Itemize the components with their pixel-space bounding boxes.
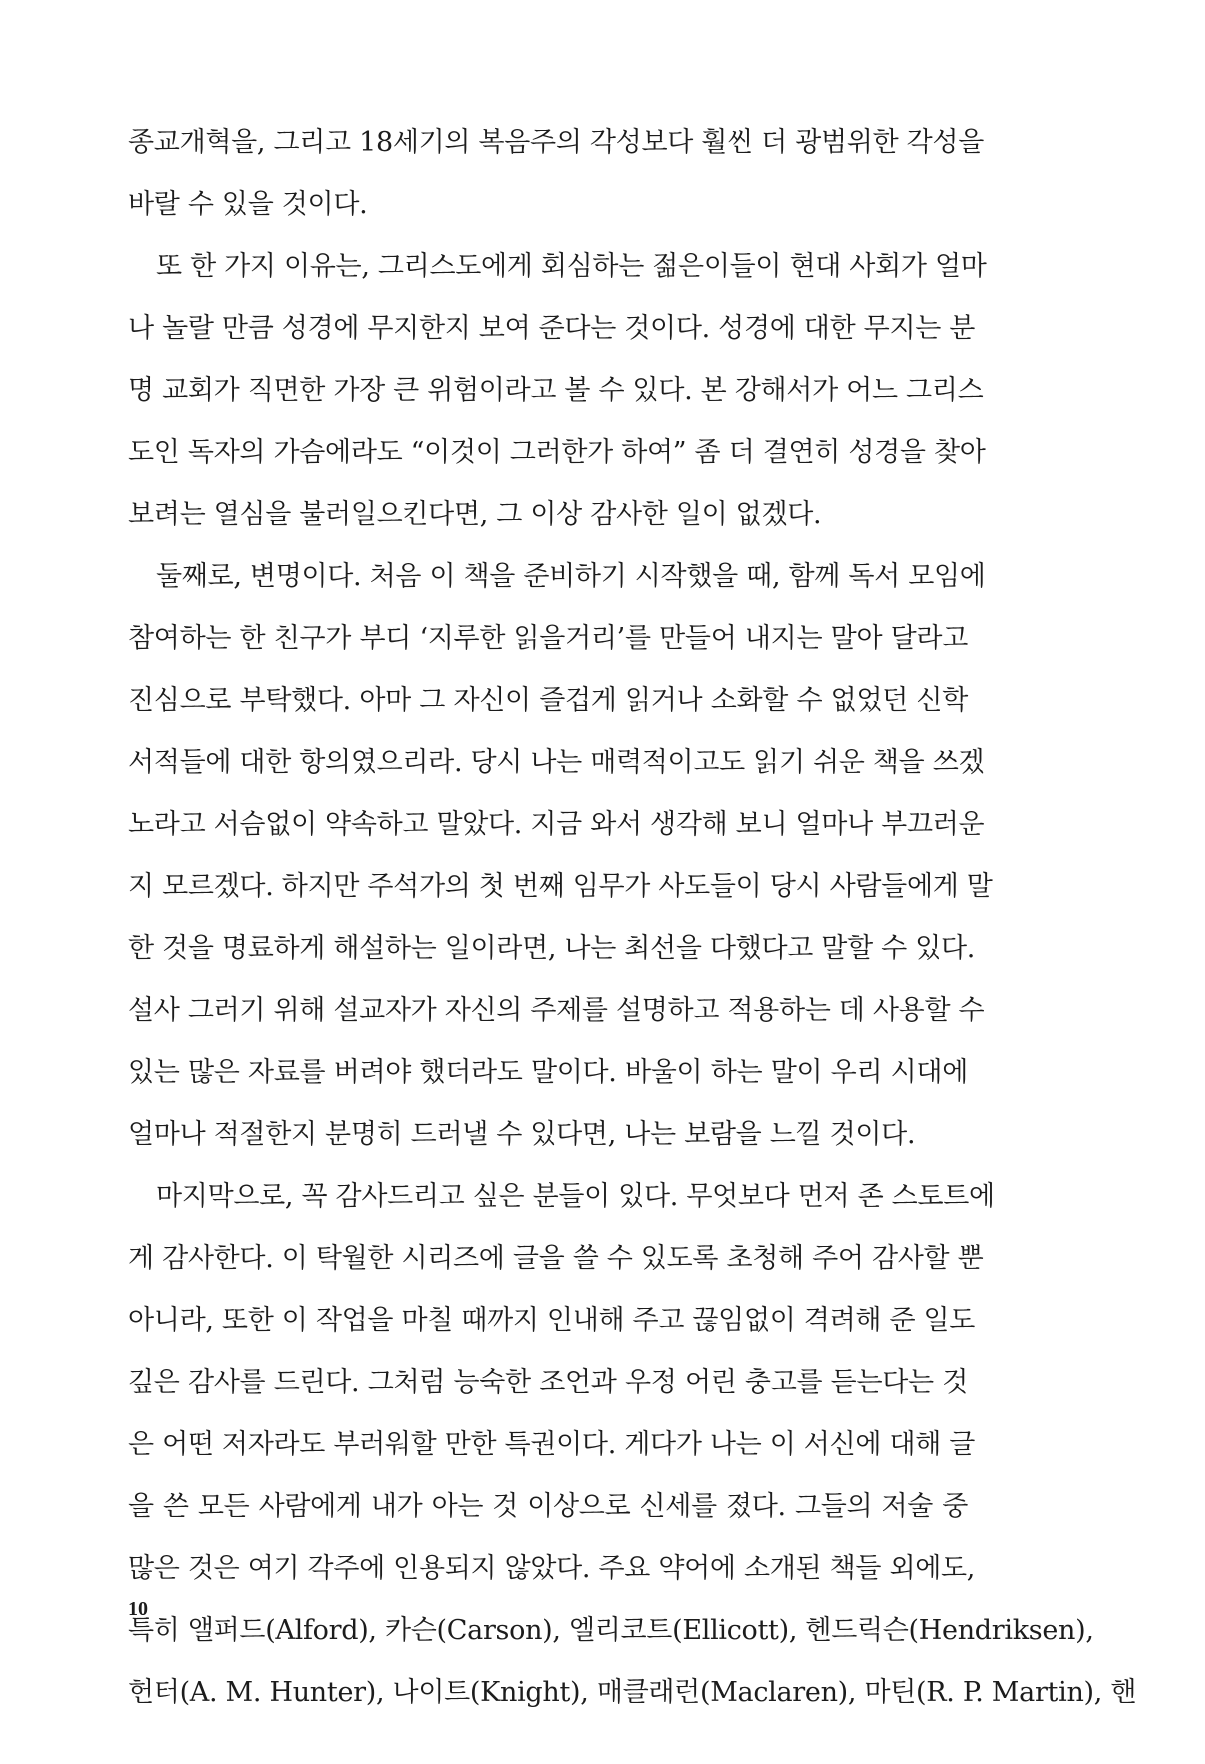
text-line: 노라고 서슴없이 약속하고 말았다. 지금 와서 생각해 보니 얼마나 부끄러운 xyxy=(128,809,985,840)
paragraph-continued xyxy=(128,112,984,236)
text-line: 지 모르겠다. 하지만 주석가의 첫 번째 임무가 사도들이 당시 사람들에게 말 xyxy=(128,871,993,902)
text-line: 보려는 열심을 불러일으킨다면, 그 이상 감사한 일이 없겠다. xyxy=(128,499,822,530)
text-line: 설사 그러기 위해 설교자가 자신의 주제를 설명하고 적용하는 데 사용할 수 xyxy=(128,995,985,1026)
paragraph-reason xyxy=(128,236,987,546)
text-line: 나 놀랄 만큼 성경에 무지한지 보여 준다는 것이다. 성경에 대한 무지는 분 xyxy=(128,313,976,344)
body-text xyxy=(128,112,1137,1724)
text-line: 아니라, 또한 이 작업을 마칠 때까지 인내해 주고 끊임없이 격려해 준 일도 xyxy=(128,1305,976,1336)
text-line: 둘째로, 변명이다. 처음 이 책을 준비하기 시작했을 때, 함께 독서 모임에 xyxy=(156,561,986,592)
text-line: 깊은 감사를 드린다. 그처럼 능숙한 조언과 우정 어린 충고를 듣는다는 것 xyxy=(128,1367,968,1398)
text-line: 있는 많은 자료를 버려야 했더라도 말이다. 바울이 하는 말이 우리 시대에 xyxy=(128,1057,968,1088)
text-line: 특히 앨퍼드(Alford), 카슨(Carson), 엘리코트(Ellicott), 헨드릭슨(Hendriksen), xyxy=(128,1615,1094,1646)
text-line: 많은 것은 여기 각주에 인용되지 않았다. 주요 약어에 소개된 책들 외에도, xyxy=(128,1553,976,1584)
text-line: 헌터(A. M. Hunter), 나이트(Knight), 매클래런(Maclaren), 마틴(R. P. Martin), 핸 xyxy=(128,1677,1137,1708)
text-line: 바랄 수 있을 것이다. xyxy=(128,189,368,220)
text-line: 은 어떤 저자라도 부러워할 만한 특권이다. 게다가 나는 이 서신에 대해 글 xyxy=(128,1429,976,1460)
paragraph-apology xyxy=(128,546,993,1166)
text-line: 얼마나 적절한지 분명히 드러낼 수 있다면, 나는 보람을 느낄 것이다. xyxy=(128,1119,916,1150)
text-line: 마지막으로, 꼭 감사드리고 싶은 분들이 있다. 무엇보다 먼저 존 스토트에 xyxy=(156,1181,995,1212)
text-line: 진심으로 부탁했다. 아마 그 자신이 즐겁게 읽거나 소화할 수 없었던 신학 xyxy=(128,685,968,716)
text-line: 한 것을 명료하게 해설하는 일이라면, 나는 최선을 다했다고 말할 수 있다. xyxy=(128,933,976,964)
paragraph-thanks xyxy=(128,1166,1137,1724)
text-line: 게 감사한다. 이 탁월한 시리즈에 글을 쓸 수 있도록 초청해 주어 감사할 뿐 xyxy=(128,1243,984,1274)
text-line: 서적들에 대한 항의였으리라. 당시 나는 매력적이고도 읽기 쉬운 책을 쓰겠 xyxy=(128,747,985,778)
text-line: 을 쓴 모든 사람에게 내가 아는 것 이상으로 신세를 졌다. 그들의 저술 중 xyxy=(128,1491,968,1522)
text-line: 종교개혁을, 그리고 18세기의 복음주의 각성보다 훨씬 더 광범위한 각성을 xyxy=(128,127,984,158)
text-line: 명 교회가 직면한 가장 큰 위험이라고 볼 수 있다. 본 강해서가 어느 그리스 xyxy=(128,375,984,406)
page-number: 10 xyxy=(128,1598,148,1620)
text-line: 또 한 가지 이유는, 그리스도에게 회심하는 젊은이들이 현대 사회가 얼마 xyxy=(156,251,987,282)
text-line: 도인 독자의 가슴에라도 “이것이 그러한가 하여” 좀 더 결연히 성경을 찾아 xyxy=(128,437,986,468)
text-line: 참여하는 한 친구가 부디 ‘지루한 읽을거리’를 만들어 내지는 말아 달라고 xyxy=(128,623,968,654)
